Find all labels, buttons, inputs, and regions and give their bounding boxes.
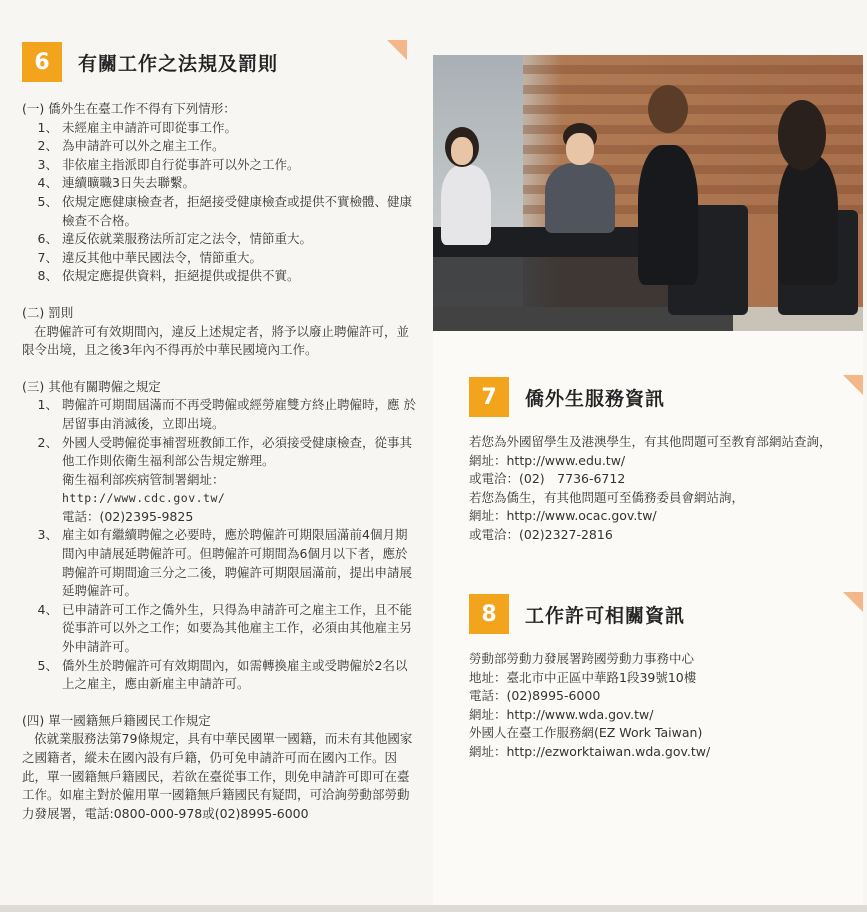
section-8-title: 工作許可相關資訊: [525, 604, 686, 627]
part2-text: 在聘僱許可有效期間內，違反上述規定者，將予以廢止聘僱許可，並限令出境，且之後3年內不得再於中華民國境內工作。: [22, 323, 410, 358]
edu-info: 若您為外國留學生及港澳學生，有其他問題可至教育部網站查詢，網址：http://www.edu.tw/: [469, 434, 832, 468]
list-item: 1、 未經雇主申請許可即從事工作。: [37, 119, 238, 135]
cdc-url-link[interactable]: http://www.cdc.gov.tw/: [62, 491, 226, 506]
list-item: 3、 非依雇主指派即自行從事許可以外之工作。: [37, 156, 300, 172]
section-7-title: 僑外生服務資訊: [525, 387, 666, 410]
section-7-number: 7: [469, 377, 509, 417]
agency-name: 勞動部勞動力發展署跨國勞動力事務中心: [469, 651, 695, 666]
section-6-title: 有關工作之法規及罰則: [78, 52, 279, 75]
section-8: [469, 592, 839, 762]
list-item: 4、 連續曠職3日失去聯繫。: [37, 175, 195, 191]
ezwork-url[interactable]: 網址：http://ezworktaiwan.wda.gov.tw/: [469, 743, 711, 759]
part3-heading: (三) 其他有關聘僱之規定: [22, 378, 161, 394]
agency-address: 地址：臺北市中正區中華路1段39號10樓: [469, 669, 697, 685]
section-8-number: 8: [469, 594, 509, 634]
part3-list: [22, 396, 417, 694]
list-item: 3、 雇主如有繼續聘僱之必要時，應於聘僱許可期限屆滿前4個月期間內申請展延聘僱許可。但聘僱許可期間為6個月以下者，應於聘僱許可期間逾三分之二後，聘僱許可期限屆滿前，提出申請展延聘僱許可。: [37, 527, 413, 599]
edu-phone: 或電洽：(02) 7736-6712: [469, 471, 626, 487]
part4-heading: (四) 單一國籍無戶籍國民工作規定: [22, 712, 211, 728]
corner-triangle-icon: [843, 592, 863, 612]
list-item: 7、 違反其他中華民國法令，情節重大。: [37, 249, 263, 265]
agency-phone: 電話：(02)8995-6000: [469, 688, 601, 704]
section-7: [469, 375, 839, 545]
ocac-phone: 或電洽：(02)2327-2816: [469, 526, 613, 542]
part2-heading: (二) 罰則: [22, 304, 74, 320]
list-item: 6、 違反依就業服務法所訂定之法令，情節重大。: [37, 231, 313, 247]
ezwork-title: 外國人在臺工作服務網(EZ Work Taiwan): [469, 725, 703, 741]
right-panel: [433, 55, 863, 905]
page-bottom-edge: [0, 905, 867, 912]
list-item: 5、 依規定應健康檢查者，拒絕接受健康檢查或提供不實檢體、健康檢查不合格。: [37, 193, 413, 228]
list-item: 8、 依規定應提供資料，拒絕提供或提供不實。: [37, 268, 300, 284]
part1-list: [22, 119, 417, 286]
office-meeting-photo: [433, 55, 863, 331]
cdc-phone: 電話：(02)2395-9825: [62, 508, 194, 524]
part4-text: 依就業服務法第79條規定，具有中華民國單一國籍，而未有其他國家之國籍者，縱未在國內設有戶籍，仍可免申請許可而在國內工作。因此，單一國籍無戶籍國民，若欲在臺從事工作，則免申請許可即可在臺工作。如雇主對於僱用單一國籍無戶籍國民有疑問，可洽詢勞動部勞動力發展署，電話:0800-000-978或(02)8995-6000: [22, 731, 413, 821]
part1-heading: (一) 僑外生在臺工作不得有下列情形：: [22, 101, 236, 116]
list-item: 2、 為申請許可以外之雇主工作。: [37, 138, 225, 154]
wda-url[interactable]: 網址：http://www.wda.gov.tw/: [469, 706, 654, 722]
ocac-info: 若您為僑生，有其他問題可至僑務委員會網站詢，: [469, 489, 745, 505]
ocac-url[interactable]: 網址：http://www.ocac.gov.tw/: [469, 508, 657, 524]
corner-triangle-icon: [387, 40, 407, 60]
section-8-header: [469, 592, 839, 636]
list-item: 2、 外國人受聘僱從事補習班教師工作，必須接受健康檢查，從事其他工作則依衛生福利部公告規定辦理。 衛生福利部疾病管制署網址： http://www.cdc.gov.tw/ 電話：(02)2395-9825: [37, 434, 413, 524]
section-7-header: [469, 375, 839, 419]
section-6-number: 6: [22, 42, 62, 82]
list-item: 4、 已申請許可工作之僑外生，只得為申請許可之雇主工作，且不能從事許可以外之工作；如要為其他雇主工作，必須由其他雇主另外申請許可。: [37, 601, 413, 655]
section-6-header: [22, 40, 417, 84]
corner-triangle-icon: [843, 375, 863, 395]
list-item: 1、 聘僱許可期間屆滿而不再受聘僱或經勞雇雙方終止聘僱時，應 於居留事由消滅後，立即出境。: [37, 397, 416, 431]
section-6: [22, 40, 417, 823]
list-item: 5、 僑外生於聘僱許可有效期間內，如需轉換雇主或受聘僱於2名以上之雇主，應由新雇主申請許可。: [37, 657, 408, 692]
cdc-label: 衛生福利部疾病管制署網址：: [62, 471, 225, 487]
